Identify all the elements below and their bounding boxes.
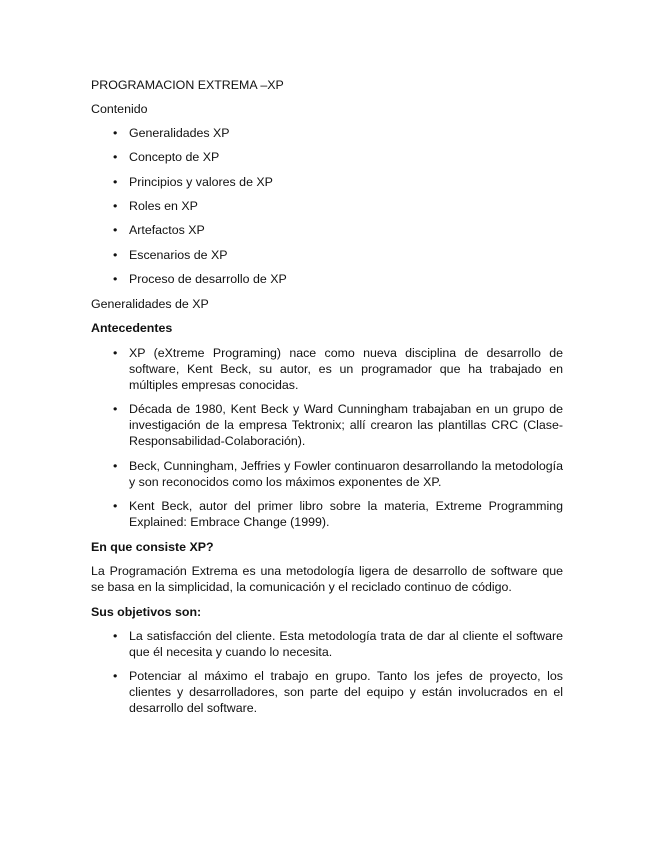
objetivos-item: La satisfacción del cliente. Esta metodología trata de dar al cliente el software que él necesita y cuando lo necesita. [129,629,563,659]
bullet-icon: • [113,459,118,473]
contents-item: Proceso de desarrollo de XP [129,272,287,286]
contents-item: Escenarios de XP [129,248,228,262]
bullet-icon: • [113,199,118,213]
bullet-icon: • [113,402,118,416]
bullet-icon: • [113,223,118,237]
contents-item: Generalidades XP [129,126,230,140]
bullet-icon: • [113,272,118,286]
consiste-paragraph: La Programación Extrema es una metodología ligera de desarrollo de software que se basa en la simplicidad, la comunicación y el reciclado continuo de código. [91,564,563,594]
bullet-icon: • [113,150,118,164]
contents-label: Contenido [91,102,148,116]
bullet-icon: • [113,499,118,513]
contents-item: Principios y valores de XP [129,175,273,189]
bullet-icon: • [113,669,118,683]
antecedentes-item: Década de 1980, Kent Beck y Ward Cunningham trabajaban en un grupo de investigación de la empresa Tektronix; allí crearon las plantillas CRC (Clase-Responsabilidad-Colaboración). [129,402,563,448]
antecedentes-item: Kent Beck, autor del primer libro sobre la materia, Extreme Programming Explained: Embrace Change (1999). [129,499,563,529]
contents-item: Concepto de XP [129,150,220,164]
consiste-heading: En que consiste XP? [91,540,214,554]
contents-item: Artefactos XP [129,223,205,237]
bullet-icon: • [113,248,118,262]
objetivos-heading: Sus objetivos son: [91,605,202,619]
objetivos-item: Potenciar al máximo el trabajo en grupo. Tanto los jefes de proyecto, los clientes y desarrolladores, son parte del equipo y están involucrados en el desarrollo del software. [129,669,563,715]
antecedentes-item: Beck, Cunningham, Jeffries y Fowler continuaron desarrollando la metodología y son reconocidos como los máximos exponentes de XP. [129,459,563,489]
antecedentes-item: XP (eXtreme Programing) nace como nueva disciplina de desarrollo de software, Kent Beck, su autor, es un programador que ha trabajado en múltiples empresas conocidas. [129,346,563,392]
section-title: Generalidades de XP [91,297,209,311]
antecedentes-heading: Antecedentes [91,321,173,335]
document-title: PROGRAMACION EXTREMA –XP [91,78,284,92]
bullet-icon: • [113,175,118,189]
bullet-icon: • [113,629,118,643]
bullet-icon: • [113,126,118,140]
bullet-icon: • [113,346,118,360]
contents-item: Roles en XP [129,199,198,213]
